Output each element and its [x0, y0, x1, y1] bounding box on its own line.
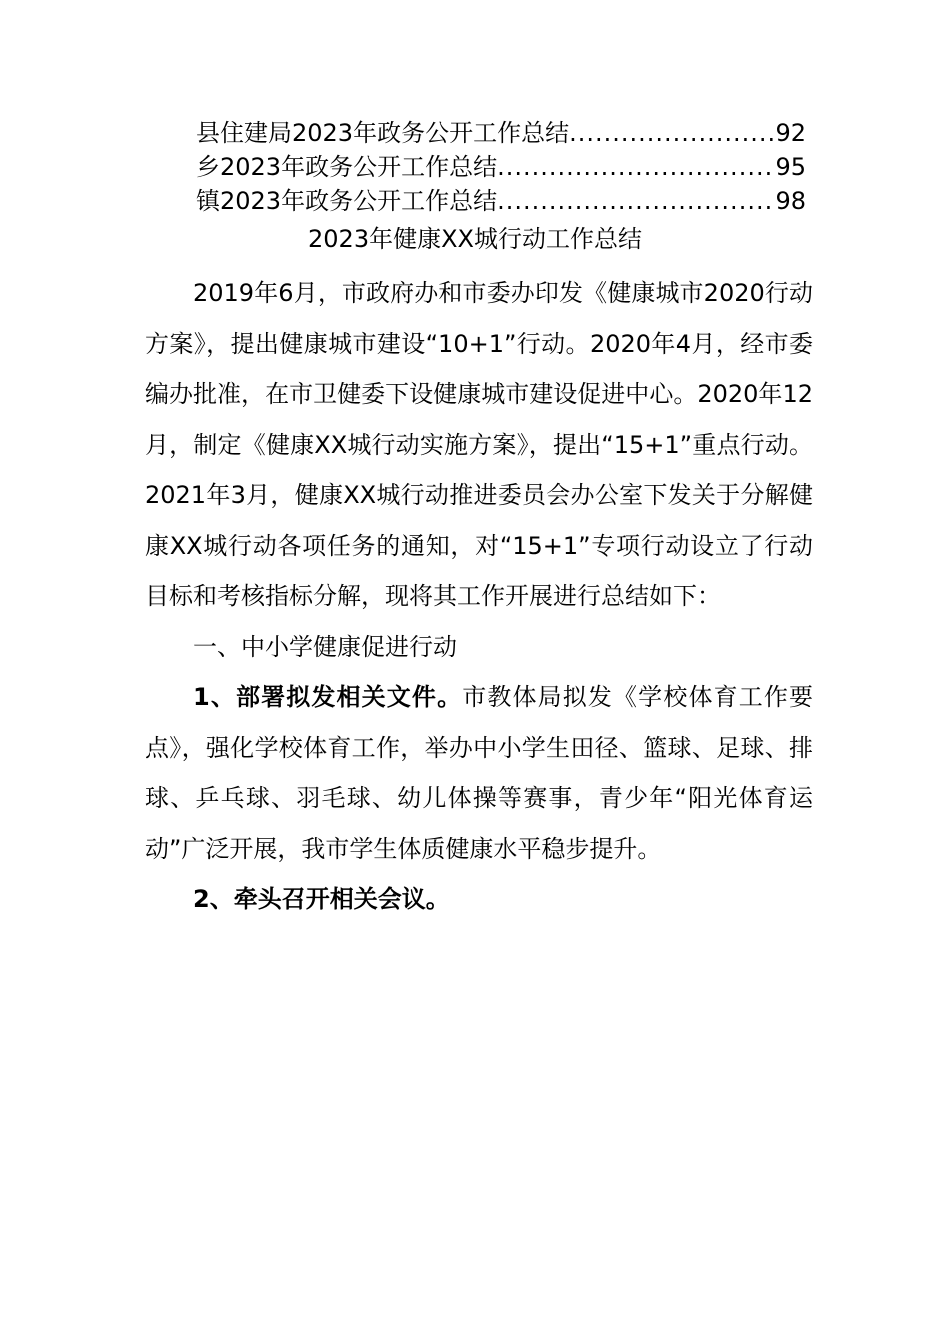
toc-entry[interactable] — [196, 150, 806, 184]
toc-entry-title: 县住建局2023年政务公开工作总结 — [196, 119, 570, 147]
toc-leader-dots — [497, 184, 775, 218]
document-title: 2023年健康XX城行动工作总结 — [308, 225, 642, 253]
toc-entry-page: 98 — [775, 187, 806, 215]
toc-leader-dots — [497, 150, 775, 184]
toc-entry-page: 92 — [775, 119, 806, 147]
item-paragraph — [145, 672, 813, 874]
item-heading: 2、牵头召开相关会议。 — [193, 885, 450, 913]
toc-entry-title: 镇2023年政务公开工作总结 — [196, 187, 498, 215]
toc-entry-page: 95 — [775, 153, 806, 181]
table-of-contents — [196, 116, 806, 218]
toc-entry[interactable] — [196, 184, 806, 218]
toc-entry[interactable] — [196, 116, 806, 150]
item-heading: 1、部署拟发相关文件。 — [193, 683, 463, 711]
toc-leader-dots — [569, 116, 775, 150]
toc-entry-title: 乡2023年政务公开工作总结 — [196, 153, 498, 181]
intro-paragraph: 2019年6月，市政府办和市委办印发《健康城市2020行动方案》，提出健康城市建设“10+1”行动。2020年4月，经市委编办批准，在市卫健委下设健康城市建设促进中心。2020年12月，制定《健康XX城行动实施方案》，提出“15+1”重点行动。2021年3月，健康XX城行动推进委员会办公室下发关于分解健康XX城行动各项任务的通知，对“15+1”专项行动设立了行动目标和考核指标分解，现将其工作开展进行总结如下： — [145, 279, 813, 610]
item-text: 市教体局拟发《学校体育工作要点》，强化学校体育工作，举办中小学生田径、篮球、足球、排球、乒乓球、羽毛球、幼儿体操等赛事，青少年“阳光体育运动”广泛开展，我市学生体质健康水平稳步提升。 — [145, 683, 814, 863]
section-heading: 一、中小学健康促进行动 — [193, 632, 457, 661]
document-body — [145, 268, 813, 925]
